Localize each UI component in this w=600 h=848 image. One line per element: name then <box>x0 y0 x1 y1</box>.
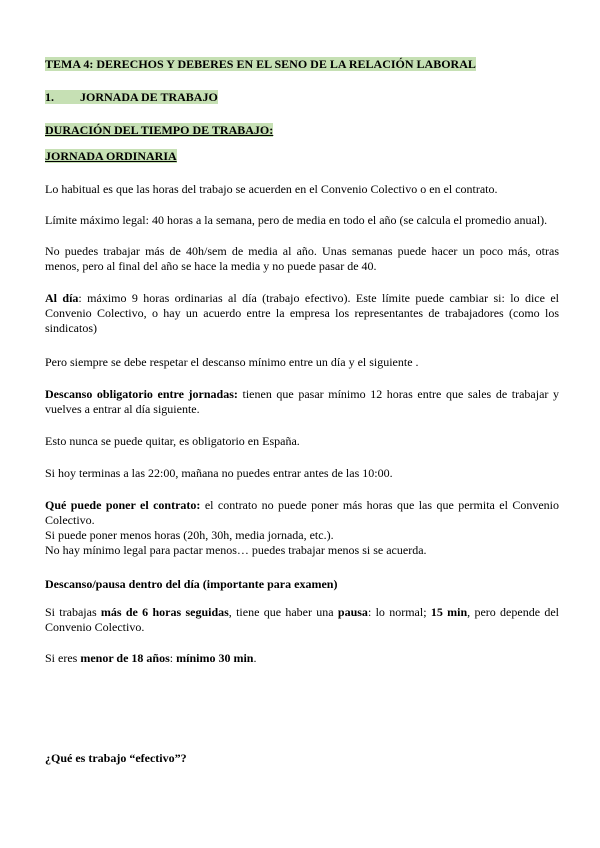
subtitle-text: DURACIÓN DEL TIEMPO DE TRABAJO: <box>45 123 274 137</box>
section-title: JORNADA DE TRABAJO <box>80 90 218 104</box>
subsubtitle-text: JORNADA ORDINARIA <box>45 149 177 163</box>
paragraph-11-bold-age: menor de 18 años <box>80 651 170 665</box>
paragraph-10-bold-pausa: pausa <box>337 605 368 619</box>
paragraph-6-text: tienen que pasar mínimo 12 horas entre que sales de trabajar y vuelves a entrar al día siguiente. <box>45 387 559 416</box>
paragraph-3: No puedes trabajar más de 40h/sem de media al año. Unas semanas puede hacer un poco más, otras menos, pero al final del año se hace la media y no puede pasar de 40. <box>45 244 559 273</box>
section-number: 1. <box>45 90 54 104</box>
paragraph-2: Límite máximo legal: 40 horas a la semana, pero de media en todo el año (se calcula el promedio anual). <box>45 213 548 227</box>
question-efectivo <box>45 751 559 766</box>
paragraph-1: Lo habitual es que las horas del trabajo se acuerden en el Convenio Colectivo o en el contrato. <box>45 182 498 196</box>
paragraph-5: Pero siempre se debe respetar el descanso mínimo entre un día y el siguiente . <box>45 355 419 369</box>
paragraph-10-bold-min: 15 min <box>430 605 468 619</box>
paragraph-6 <box>45 387 559 417</box>
paragraph-9-line-3: No hay mínimo legal para pactar menos… puedes trabajar menos si se acuerda. <box>45 543 427 557</box>
document-title-text: TEMA 4: DERECHOS Y DEBERES EN EL SENO DE LA RELACIÓN LABORAL <box>45 57 476 71</box>
paragraph-6-bold: Descanso obligatorio entre jornadas: <box>45 387 238 401</box>
paragraph-9-text: el contrato no puede poner más horas que las que permita el Convenio Colectivo. <box>45 498 560 527</box>
paragraph-4-bold: Al día <box>45 291 79 305</box>
paragraph-11: Si eres menor de 18 años: mínimo 30 min. <box>45 651 257 665</box>
paragraph-9-bold: Qué puede poner el contrato: <box>45 498 201 512</box>
paragraph-11-bold-min: mínimo 30 min <box>176 651 254 665</box>
section-heading <box>45 90 559 105</box>
paragraph-4-text: : máximo 9 horas ordinarias al día (trabajo efectivo). Este límite puede cambiar si: lo dice el Convenio Colectivo, o hay un acuerdo entre la empresa los representantes de trabajadores (como los sindicatos) <box>45 291 559 335</box>
descanso-heading <box>45 577 559 592</box>
question-efectivo-text: ¿Qué es trabajo “efectivo”? <box>45 751 187 765</box>
paragraph-7: Esto nunca se puede quitar, es obligatorio en España. <box>45 434 300 448</box>
subtitle <box>45 123 559 138</box>
paragraph-9 <box>45 498 559 558</box>
paragraph-9-line-2: Si puede poner menos horas (20h, 30h, media jornada, etc.). <box>45 528 334 542</box>
paragraph-4 <box>45 291 559 336</box>
paragraph-10-bold-hours: más de 6 horas seguidas <box>100 605 229 619</box>
descanso-heading-text: Descanso/pausa dentro del día (importante para examen) <box>45 577 338 591</box>
subsubtitle <box>45 149 559 164</box>
document-title <box>45 57 559 72</box>
paragraph-10: Si trabajas más de 6 horas seguidas, tiene que haber una pausa: lo normal; 15 min, pero depende del Convenio Colectivo. <box>45 605 559 634</box>
paragraph-8: Si hoy terminas a las 22:00, mañana no puedes entrar antes de las 10:00. <box>45 466 393 480</box>
paragraph-9-line-1 <box>45 498 559 528</box>
